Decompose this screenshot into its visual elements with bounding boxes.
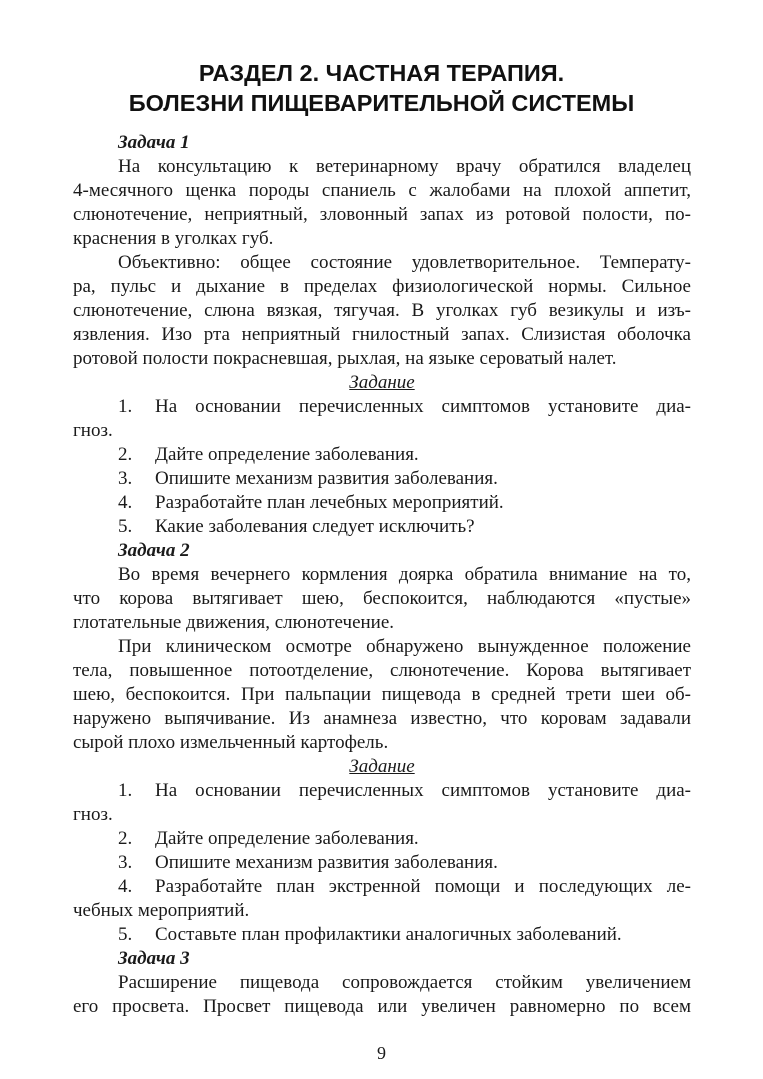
text-line: При клиническом осмотре обнаружено вынужденное положение: [118, 636, 691, 657]
item-number: 4.: [118, 492, 133, 513]
item-text: Разработайте план экстренной помощи и последующих ле-: [155, 876, 691, 897]
item-text: Составьте план профилактики аналогичных заболеваний.: [155, 924, 622, 945]
text-line: язвления. Изо рта неприятный гнилостный запах. Слизистая оболочка: [73, 324, 691, 345]
text-line: ра, пульс и дыхание в пределах физиологической нормы. Сильное: [73, 276, 691, 297]
task-1-paragraph-1: [73, 155, 691, 251]
item-text: Дайте определение заболевания.: [155, 828, 419, 849]
task-2-heading: Задача 2: [118, 540, 190, 561]
task-1-item-5: [73, 515, 691, 539]
text-line: слюнотечение, слюна вязкая, тягучая. В уголках губ везикулы и изъ-: [73, 300, 691, 321]
item-text-continued: гноз.: [73, 804, 113, 825]
task-2-assignment-label: Задание: [349, 756, 415, 777]
text-line: Расширение пищевода сопровождается стойким увеличением: [118, 972, 691, 993]
task-2-paragraph-2: [73, 635, 691, 755]
text-line: глотательные движения, слюнотечение.: [73, 612, 395, 633]
item-number: 2.: [118, 444, 133, 465]
item-text: На основании перечисленных симптомов установите диа-: [155, 396, 691, 417]
task-1-item-1: [73, 395, 691, 443]
item-text: Какие заболевания следует исключить?: [155, 516, 475, 537]
item-text: Разработайте план лечебных мероприятий.: [155, 492, 504, 513]
section-title-line-1: РАЗДЕЛ 2. ЧАСТНАЯ ТЕРАПИЯ.: [198, 60, 565, 86]
item-number: 4.: [118, 876, 133, 897]
task-1-item-4: [73, 491, 691, 515]
text-line: Объективно: общее состояние удовлетворительное. Температу-: [118, 252, 691, 273]
text-line: наружено выпячивание. Из анамнеза известно, что коровам задавали: [73, 708, 691, 729]
item-number: 5.: [118, 516, 133, 537]
item-text: Дайте определение заболевания.: [155, 444, 419, 465]
task-1-item-2: [73, 443, 691, 467]
text-line: шею, беспокоится. При пальпации пищевода в средней трети шеи об-: [73, 684, 691, 705]
item-number: 3.: [118, 468, 133, 489]
task-2-item-2: [73, 827, 691, 851]
section-title: [0, 58, 763, 118]
item-text-continued: чебных мероприятий.: [73, 900, 250, 921]
task-2-item-3: [73, 851, 691, 875]
item-text: Опишите механизм развития заболевания.: [155, 468, 498, 489]
text-line: тела, повышенное потоотделение, слюнотечение. Корова вытягивает: [73, 660, 691, 681]
page-content: [73, 131, 691, 1019]
task-1-heading: Задача 1: [118, 132, 190, 153]
task-1-assignment-label: Задание: [349, 372, 415, 393]
section-title-line-2: БОЛЕЗНИ ПИЩЕВАРИТЕЛЬНОЙ СИСТЕМЫ: [128, 90, 635, 116]
task-2-item-1: [73, 779, 691, 827]
text-line: краснения в уголках губ.: [73, 228, 274, 249]
text-line: слюнотечение, неприятный, зловонный запах из ротовой полости, по-: [73, 204, 691, 225]
text-line: На консультацию к ветеринарному врачу обратился владелец: [118, 156, 691, 177]
item-text: Опишите механизм развития заболевания.: [155, 852, 498, 873]
text-line: ротовой полости покрасневшая, рыхлая, на языке сероватый налет.: [73, 348, 617, 369]
item-number: 1.: [118, 396, 133, 417]
task-1-paragraph-2: [73, 251, 691, 371]
page-number: 9: [377, 1043, 386, 1063]
item-number: 1.: [118, 780, 133, 801]
item-text: На основании перечисленных симптомов установите диа-: [155, 780, 691, 801]
item-number: 5.: [118, 924, 133, 945]
task-1-item-3: [73, 467, 691, 491]
task-3-heading: Задача 3: [118, 948, 190, 969]
item-number: 2.: [118, 828, 133, 849]
task-2-paragraph-1: [73, 563, 691, 635]
text-line: 4-месячного щенка породы спаниель с жалобами на плохой аппетит,: [73, 180, 691, 201]
text-line: что корова вытягивает шею, беспокоится, наблюдаются «пустые»: [73, 588, 691, 609]
task-2-item-4: [73, 875, 691, 923]
text-line: его просвета. Просвет пищевода или увеличен равномерно по всем: [73, 996, 691, 1017]
task-3-paragraph-1: [73, 971, 691, 1019]
task-2-item-5: [73, 923, 691, 947]
text-line: сырой плохо измельченный картофель.: [73, 732, 389, 753]
item-text-continued: гноз.: [73, 420, 113, 441]
item-number: 3.: [118, 852, 133, 873]
text-line: Во время вечернего кормления доярка обратила внимание на то,: [118, 564, 691, 585]
